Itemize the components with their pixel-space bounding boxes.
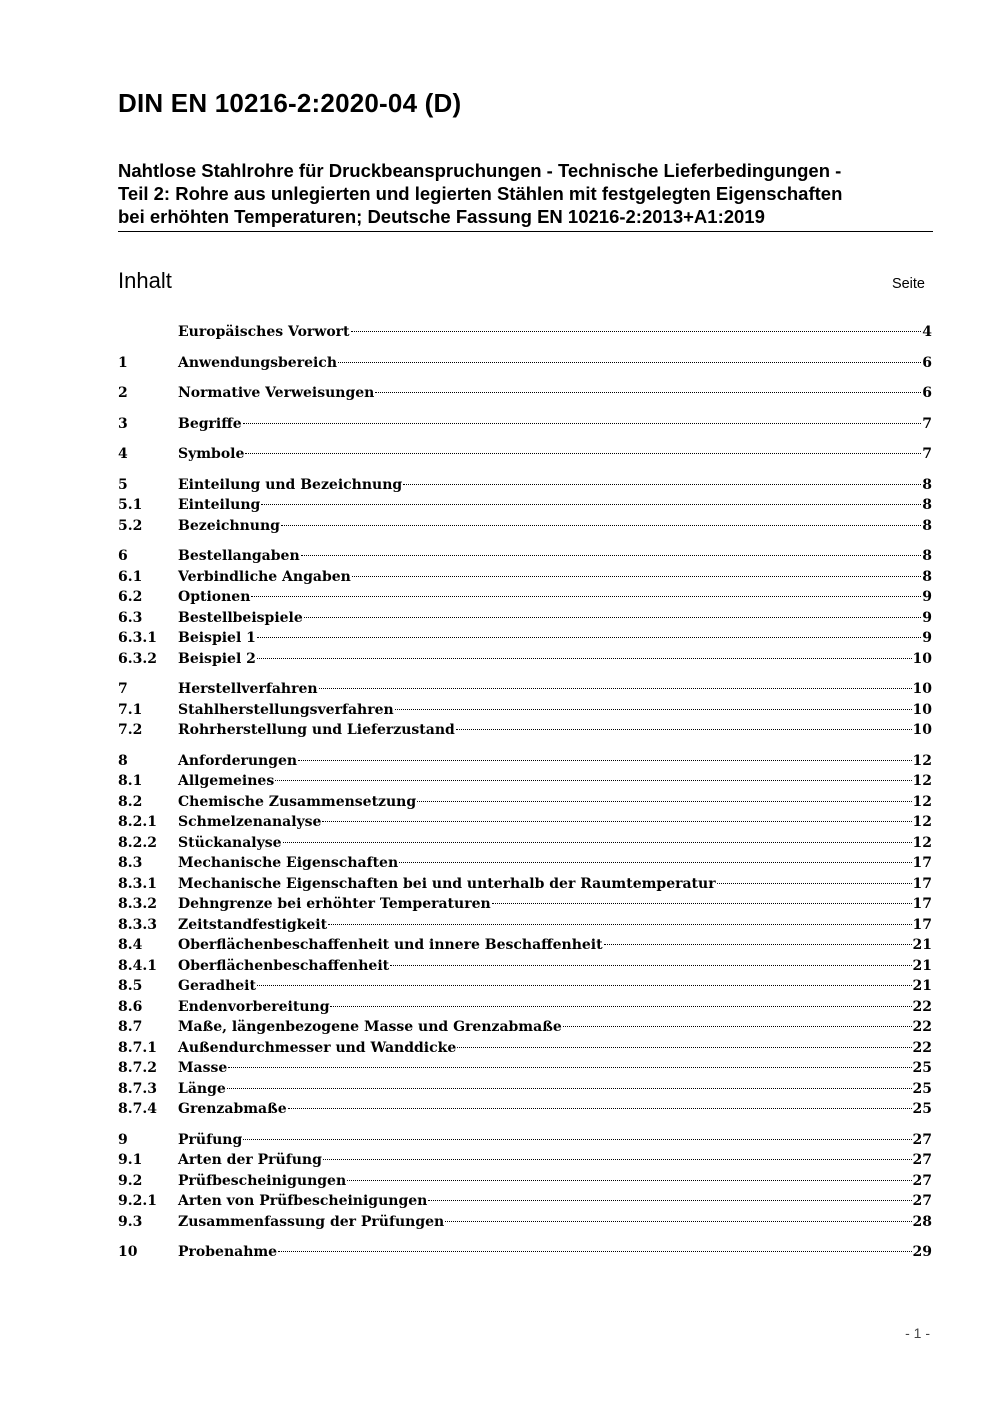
toc-entry[interactable] [118, 937, 932, 958]
toc-entry-page: 27 [912, 1131, 932, 1148]
toc-entry-label: Verbindliche Angaben [178, 568, 351, 585]
toc-entry-page: 21 [912, 937, 932, 953]
toc-entry-number: 3 [118, 415, 128, 432]
toc-entry-page: 17 [912, 855, 932, 871]
page-number-footer: - 1 - [905, 1325, 930, 1341]
toc-entry-number: 1 [118, 354, 128, 371]
toc-entry-label: Länge [178, 1080, 226, 1097]
toc-entry[interactable] [118, 722, 932, 743]
toc-entry[interactable] [118, 477, 932, 498]
toc-entry-label: Stückanalyse [178, 834, 282, 851]
toc-entry-number: 6.3 [118, 609, 143, 626]
toc-entry-page: 10 [912, 650, 932, 667]
toc-entry[interactable] [118, 610, 932, 631]
subtitle-line: Teil 2: Rohre aus unlegierten und legierten Stählen mit festgelegten Eigenschaften [118, 183, 843, 204]
toc-entry[interactable] [118, 1193, 932, 1214]
toc-entry-label: Zusammenfassung der Prüfungen [178, 1213, 445, 1230]
toc-dot-leader [261, 504, 921, 505]
toc-dot-leader [245, 453, 921, 454]
page-column-label: Seite [891, 276, 925, 292]
toc-entry[interactable] [118, 548, 932, 569]
toc-dot-leader [322, 821, 911, 822]
toc-dot-leader [352, 576, 921, 577]
toc-entry-label: Einteilung und Bezeichnung [178, 476, 403, 493]
toc-entry-label: Bestellangaben [178, 548, 300, 564]
toc-entry-label: Bestellbeispiele [178, 609, 303, 626]
toc-dot-leader [338, 362, 921, 363]
toc-entry-label: Außendurchmesser und Wanddicke [178, 1039, 457, 1056]
toc-entry-page: 8 [922, 497, 932, 513]
toc-dot-leader [604, 944, 912, 945]
toc-entry-page: 22 [912, 1039, 932, 1056]
toc-dot-leader [399, 862, 911, 863]
toc-entry-page: 27 [912, 1193, 932, 1209]
toc-group [118, 753, 932, 1122]
toc-entry-page: 12 [912, 834, 932, 851]
toc-entry-page: 17 [912, 875, 932, 892]
toc-entry[interactable] [118, 569, 932, 590]
toc-entry[interactable] [118, 978, 932, 999]
toc-entry-number: 2 [118, 385, 128, 401]
toc-entry-number: 9.1 [118, 1152, 143, 1168]
toc-entry-page: 25 [912, 1060, 932, 1076]
toc-entry-number: 6.3.1 [118, 630, 157, 646]
toc-entry-label: Beispiel 1 [178, 630, 256, 646]
toc-dot-leader [347, 1180, 911, 1181]
toc-dot-leader [301, 555, 922, 556]
toc-entry[interactable] [118, 896, 932, 917]
toc-entry-number: 4 [118, 446, 128, 462]
toc-entry-number: 8.5 [118, 978, 143, 994]
toc-entry-label: Arten der Prüfung [178, 1152, 322, 1168]
toc-entry-number: 8.2.2 [118, 834, 157, 851]
toc-entry-page: 25 [912, 1101, 932, 1117]
toc-entry-page: 9 [922, 589, 932, 605]
toc-entry-number: 7 [118, 681, 128, 697]
toc-entry-page: 9 [922, 609, 932, 626]
toc-entry[interactable] [118, 835, 932, 856]
toc-dot-leader [243, 423, 922, 424]
toc-entry-number: 8.7.3 [118, 1080, 157, 1097]
toc-dot-leader [281, 525, 921, 526]
toc-dot-leader [288, 1108, 912, 1109]
toc-group [118, 385, 932, 406]
toc-entry-page: 7 [922, 415, 932, 432]
toc-dot-leader [328, 924, 911, 925]
toc-entry-page: 28 [912, 1213, 932, 1230]
toc-group [118, 681, 932, 743]
toc-entry-number: 9.3 [118, 1213, 143, 1230]
toc-entry-label: Europäisches Vorwort [178, 324, 350, 340]
toc-entry[interactable] [118, 1132, 932, 1153]
toc-entry[interactable] [118, 794, 932, 815]
toc-entry-label: Allgemeines [178, 773, 275, 789]
toc-dot-leader [375, 392, 921, 393]
toc-entry-number: 9 [118, 1131, 128, 1148]
toc-entry-page: 10 [912, 722, 932, 738]
toc-entry-label: Stahlherstellungsverfahren [178, 701, 394, 718]
toc-entry[interactable] [118, 1214, 932, 1235]
toc-entry-label: Anwendungsbereich [178, 354, 337, 371]
toc-entry-label: Mechanische Eigenschaften [178, 855, 399, 871]
toc-entry-number: 8.4.1 [118, 957, 157, 974]
toc-entry-number: 8.3.2 [118, 896, 157, 912]
toc-entry-page: 22 [912, 998, 932, 1015]
toc-entry-page: 12 [912, 752, 932, 769]
toc-entry-page: 22 [912, 1019, 932, 1035]
toc-dot-leader [257, 985, 912, 986]
toc-entry-number: 8.7.1 [118, 1039, 157, 1056]
toc-entry-page: 29 [912, 1244, 932, 1260]
subtitle-line: bei erhöhten Temperaturen; Deutsche Fassung EN 10216-2:2013+A1:2019 [118, 206, 765, 227]
toc-dot-leader [492, 903, 912, 904]
toc-entry-page: 10 [912, 701, 932, 718]
toc-entry[interactable] [118, 589, 932, 610]
toc-entry-label: Probenahme [178, 1244, 278, 1260]
toc-dot-leader [275, 780, 911, 781]
toc-entry-number: 8.2.1 [118, 814, 157, 830]
toc-entry-label: Endenvorbereitung [178, 998, 330, 1015]
toc-entry-number: 8.3.1 [118, 875, 157, 892]
toc-entry-page: 4 [922, 324, 932, 340]
toc-group [118, 446, 932, 467]
toc-entry-page: 8 [922, 568, 932, 585]
toc-entry-number: 9.2.1 [118, 1193, 157, 1209]
toc-dot-leader [228, 1067, 911, 1068]
toc-entry-page: 12 [912, 793, 932, 810]
toc-entry-page: 17 [912, 916, 932, 933]
toc-entry[interactable] [118, 1081, 932, 1102]
toc-entry-number: 8.7.4 [118, 1101, 157, 1117]
toc-entry-label: Grenzabmaße [178, 1101, 287, 1117]
toc-dot-leader [227, 1088, 912, 1089]
toc-entry-number: 6 [118, 548, 128, 564]
toc-dot-leader [323, 1159, 912, 1160]
toc-entry-page: 21 [912, 978, 932, 994]
toc-dot-leader [351, 331, 922, 332]
toc-entry-label: Arten von Prüfbescheinigungen [178, 1193, 428, 1209]
toc-group [118, 477, 932, 539]
toc-entry-page: 6 [922, 385, 932, 401]
toc-dot-leader [330, 1006, 911, 1007]
toc-entry-label: Maße, längenbezogene Masse und Grenzabmaße [178, 1019, 562, 1035]
toc-entry[interactable] [118, 917, 932, 938]
toc-entry-number: 8.3 [118, 855, 143, 871]
toc-entry-number: 6.2 [118, 589, 143, 605]
toc-entry[interactable] [118, 814, 932, 835]
toc-entry-label: Schmelzenanalyse [178, 814, 322, 830]
toc-entry-number: 7.1 [118, 701, 143, 718]
toc-dot-leader [283, 842, 912, 843]
toc-entry-page: 8 [922, 517, 932, 534]
toc-entry-label: Prüfung [178, 1131, 243, 1148]
toc-entry[interactable] [118, 1244, 932, 1265]
toc-entry-label: Masse [178, 1060, 228, 1076]
toc-dot-leader [428, 1200, 911, 1201]
toc-dot-leader [445, 1221, 911, 1222]
toc-entry-label: Mechanische Eigenschaften bei und unterhalb der Raumtemperatur [178, 875, 716, 892]
toc-dot-leader [304, 617, 921, 618]
toc-entry[interactable] [118, 446, 932, 467]
toc-dot-leader [403, 484, 921, 485]
toc-entry[interactable] [118, 385, 932, 406]
toc-dot-leader [563, 1026, 912, 1027]
toc-entry-number: 5.1 [118, 497, 143, 513]
toc-entry-label: Oberflächenbeschaffenheit und innere Beschaffenheit [178, 937, 603, 953]
toc-entry-page: 25 [912, 1080, 932, 1097]
toc-entry[interactable] [118, 518, 932, 539]
toc-dot-leader [717, 883, 912, 884]
toc-group [118, 1244, 932, 1265]
document-title: DIN EN 10216-2:2020-04 (D) [118, 88, 462, 118]
toc-group [118, 416, 932, 437]
toc-entry[interactable] [118, 876, 932, 897]
toc-entry[interactable] [118, 1019, 932, 1040]
toc-entry-page: 27 [912, 1152, 932, 1168]
toc-entry[interactable] [118, 355, 932, 376]
toc-dot-leader [278, 1251, 911, 1252]
toc-entry-number: 8.4 [118, 937, 143, 953]
toc-entry-number: 8 [118, 752, 128, 769]
toc-entry-number: 8.2 [118, 793, 143, 810]
toc-entry-number: 8.6 [118, 998, 143, 1015]
toc-entry-page: 10 [912, 681, 932, 697]
toc-entry-number: 9.2 [118, 1172, 143, 1189]
toc-entry-number: 5.2 [118, 517, 143, 534]
toc-entry[interactable] [118, 1173, 932, 1194]
toc-entry-page: 17 [912, 896, 932, 912]
toc-entry-page: 9 [922, 630, 932, 646]
toc-entry-page: 7 [922, 446, 932, 462]
toc-entry[interactable] [118, 681, 932, 702]
toc-entry[interactable] [118, 855, 932, 876]
toc-dot-leader [417, 801, 911, 802]
toc-entry-label: Anforderungen [178, 752, 298, 769]
toc-dot-leader [390, 965, 911, 966]
toc-entry[interactable] [118, 651, 932, 672]
toc-dot-leader [395, 709, 912, 710]
toc-entry-number: 8.3.3 [118, 916, 157, 933]
toc-entry[interactable] [118, 958, 932, 979]
toc-group [118, 1132, 932, 1235]
toc-entry-number: 7.2 [118, 722, 143, 738]
toc-entry[interactable] [118, 1152, 932, 1173]
toc-entry[interactable] [118, 630, 932, 651]
toc-entry-page: 21 [912, 957, 932, 974]
toc-dot-leader [319, 688, 912, 689]
toc-entry-number: 6.3.2 [118, 650, 157, 667]
toc-entry-number: 5 [118, 476, 128, 493]
toc-entry[interactable] [118, 416, 932, 437]
toc-entry[interactable] [118, 497, 932, 518]
toc-dot-leader [457, 1047, 911, 1048]
toc-entry-label: Beispiel 2 [178, 650, 256, 667]
toc-entry-label: Dehngrenze bei erhöhter Temperaturen [178, 896, 491, 912]
document-subtitle [118, 159, 933, 232]
toc-entry-label: Einteilung [178, 497, 261, 513]
toc-entry-number: 10 [118, 1244, 138, 1260]
toc-dot-leader [257, 658, 912, 659]
table-of-contents [118, 324, 932, 1275]
toc-entry-number: 6.1 [118, 568, 143, 585]
toc-group [118, 355, 932, 376]
toc-entry-page: 12 [912, 773, 932, 789]
toc-entry-label: Oberflächenbeschaffenheit [178, 957, 390, 974]
toc-entry-page: 8 [922, 476, 932, 493]
toc-entry-label: Herstellverfahren [178, 681, 318, 697]
toc-entry[interactable] [118, 773, 932, 794]
contents-heading: Inhalt [118, 268, 172, 293]
toc-entry-page: 6 [922, 354, 932, 371]
toc-entry[interactable] [118, 1040, 932, 1061]
toc-entry-page: 8 [922, 548, 932, 564]
toc-dot-leader [298, 760, 911, 761]
toc-entry-page: 12 [912, 814, 932, 830]
toc-dot-leader [251, 596, 921, 597]
toc-entry[interactable] [118, 753, 932, 774]
toc-dot-leader [257, 637, 921, 638]
toc-entry[interactable] [118, 999, 932, 1020]
toc-group [118, 324, 932, 345]
toc-entry[interactable] [118, 702, 932, 723]
toc-entry[interactable] [118, 1101, 932, 1122]
toc-entry-page: 27 [912, 1172, 932, 1189]
subtitle-line: Nahtlose Stahlrohre für Druckbeanspruchungen - Technische Lieferbedingungen - [118, 160, 842, 181]
toc-entry[interactable] [118, 324, 932, 345]
toc-group [118, 548, 932, 671]
toc-entry-label: Optionen [178, 589, 251, 605]
toc-entry-label: Symbole [178, 446, 245, 462]
toc-dot-leader [243, 1139, 911, 1140]
toc-entry-label: Prüfbescheinigungen [178, 1172, 347, 1189]
toc-entry-label: Bezeichnung [178, 517, 280, 534]
toc-entry-number: 8.1 [118, 773, 143, 789]
toc-entry[interactable] [118, 1060, 932, 1081]
toc-entry-label: Zeitstandfestigkeit [178, 916, 328, 933]
toc-entry-label: Normative Verweisungen [178, 385, 375, 401]
toc-entry-label: Geradheit [178, 978, 256, 994]
toc-entry-label: Begriffe [178, 415, 242, 432]
toc-entry-label: Rohrherstellung und Lieferzustand [178, 722, 455, 738]
toc-entry-label: Chemische Zusammensetzung [178, 793, 417, 810]
toc-entry-number: 8.7.2 [118, 1060, 157, 1076]
toc-entry-number: 8.7 [118, 1019, 143, 1035]
toc-dot-leader [456, 729, 912, 730]
